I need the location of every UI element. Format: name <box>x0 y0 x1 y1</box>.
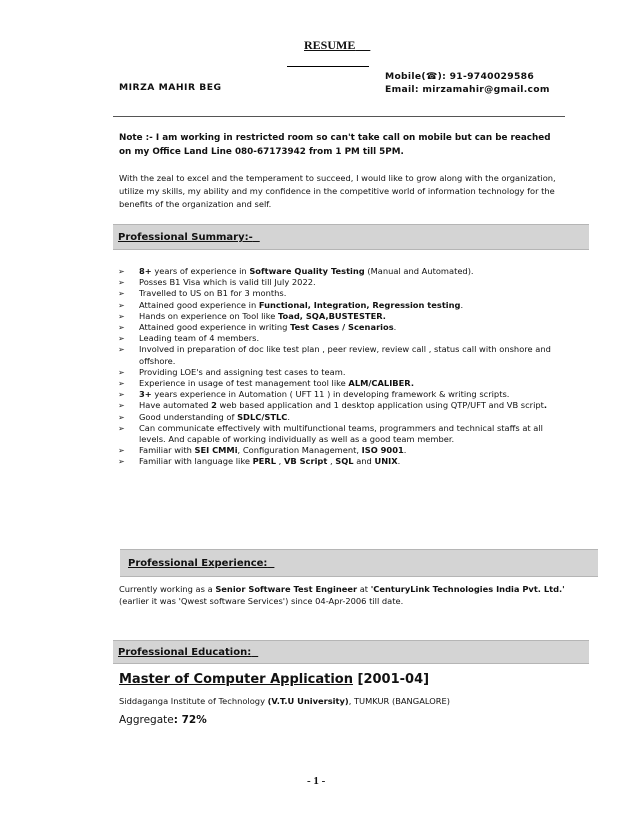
summary-emphasis: Toad, SQA,BUSTESTER. <box>278 310 386 321</box>
contact-block <box>385 70 550 96</box>
summary-item <box>115 412 570 423</box>
bullet-arrow-icon: ➢ <box>118 334 125 344</box>
summary-text: Good understanding of <box>139 411 238 422</box>
summary-text: web based application and 1 desktop application using QTP/UFT and VB script <box>216 400 544 411</box>
candidate-name: MIRZA MAHIR BEG <box>119 82 222 93</box>
summary-text: (Manual and Automated). <box>364 266 474 276</box>
bullet-arrow-icon: ➢ <box>118 446 125 456</box>
summary-emphasis: SDLC/STLC <box>237 411 288 422</box>
bullet-arrow-icon: ➢ <box>118 311 125 321</box>
summary-emphasis: Software Quality Testing <box>249 266 365 276</box>
summary-item <box>115 288 570 299</box>
summary-item <box>115 344 570 366</box>
page-number: - 1 - <box>307 775 326 787</box>
summary-item <box>115 277 570 288</box>
summary-text: . <box>393 322 397 333</box>
summary-text: , Configuration Management, <box>237 445 362 456</box>
summary-text: years experience in Automation ( UFT 11 ) in developing framework & writing scripts. <box>151 389 510 400</box>
experience-section-header <box>120 549 598 577</box>
bullet-arrow-icon: ➢ <box>118 300 125 310</box>
bullet-arrow-icon: ➢ <box>118 457 125 467</box>
summary-text: Posses B1 Visa which is valid till July 2022. <box>139 277 316 288</box>
aggregate-line: Aggregate: 72% <box>119 714 207 726</box>
experience-heading: Professional Experience: <box>128 558 268 569</box>
summary-emphasis: 2 <box>211 400 217 411</box>
education-section-header <box>113 640 589 664</box>
experience-summary: Currently working as a Senior Software Test Engineer at 'CenturyLink Technologies India Pvt. Ltd.' (earlier it was 'Qwest software Services') since 04-Apr-2006 till date. <box>119 584 565 606</box>
summary-item <box>115 311 570 322</box>
summary-item <box>115 266 570 277</box>
summary-item <box>115 322 570 333</box>
summary-emphasis: Functional, Integration, Regression testing <box>258 299 461 310</box>
summary-emphasis: ALM/CALIBER. <box>348 378 414 389</box>
summary-item <box>115 300 570 311</box>
summary-item <box>115 423 570 445</box>
email-line: Email: mirzamahir@gmail.com <box>385 84 550 95</box>
summary-text: Travelled to US on B1 for 3 months. <box>139 288 287 299</box>
summary-item <box>115 400 570 411</box>
summary-item <box>115 456 570 467</box>
summary-text: years of experience in <box>151 266 250 276</box>
degree-line <box>119 672 429 687</box>
summary-text: Have automated <box>139 400 212 411</box>
university: (V.T.U University) <box>267 696 349 706</box>
summary-text: and <box>353 456 375 467</box>
summary-emphasis: 8+ <box>139 266 152 276</box>
summary-section-header <box>113 224 589 250</box>
bullet-arrow-icon: ➢ <box>118 423 125 433</box>
summary-text: Providing LOE's and assigning test cases to team. <box>139 366 346 377</box>
summary-item <box>115 333 570 344</box>
summary-item <box>115 445 570 456</box>
summary-text: Hands on experience on Tool like <box>139 310 278 321</box>
bullet-arrow-icon: ➢ <box>118 267 125 276</box>
summary-item <box>115 367 570 378</box>
summary-emphasis: ISO 9001 <box>361 445 404 456</box>
summary-text: Involved in preparation of doc like test plan , peer review, review call , status call with onshore and offshore. <box>139 344 551 366</box>
summary-emphasis: Test Cases / Scenarios <box>290 322 394 333</box>
summary-emphasis: UNIX <box>374 456 398 467</box>
header-rule <box>113 116 565 117</box>
summary-text: Familiar with language like <box>139 456 253 467</box>
bullet-arrow-icon: ➢ <box>118 379 125 389</box>
bullet-arrow-icon: ➢ <box>118 323 125 333</box>
bullet-arrow-icon: ➢ <box>118 345 125 355</box>
bullet-arrow-icon: ➢ <box>118 278 125 288</box>
summary-text: . <box>460 299 464 310</box>
job-title: Senior Software Test Engineer <box>215 584 358 594</box>
summary-emphasis: . <box>543 400 548 411</box>
summary-list <box>115 266 570 468</box>
summary-text: . <box>287 411 290 422</box>
employer: 'CenturyLink Technologies India Pvt. Ltd.' <box>370 584 565 594</box>
title-divider <box>287 66 369 67</box>
degree-years: [2001-04] <box>353 672 430 687</box>
bullet-arrow-icon: ➢ <box>118 367 125 377</box>
degree-name: Master of Computer Application <box>119 672 353 687</box>
summary-item <box>115 389 570 400</box>
summary-text: . <box>403 445 407 456</box>
aggregate-value: : 72% <box>173 714 207 726</box>
summary-emphasis: SQL <box>335 456 354 467</box>
summary-heading: Professional Summary:- <box>118 232 253 243</box>
summary-text: Leading team of 4 members. <box>139 333 260 344</box>
summary-emphasis: PERL <box>252 456 277 467</box>
education-heading: Professional Education: <box>118 647 252 658</box>
summary-text: Attained good experience in <box>139 299 259 310</box>
bullet-arrow-icon: ➢ <box>118 401 125 411</box>
summary-text: Experience in usage of test management tool like <box>139 378 349 389</box>
contact-note: Note :- I am working in restricted room so can't take call on mobile but can be reached on my Office Land Line 080-67173942 from 1 PM till 5PM. <box>119 133 551 157</box>
mobile-line: Mobile(☎): 91-9740029586 <box>385 71 535 82</box>
bullet-arrow-icon: ➢ <box>118 289 125 299</box>
institution-line: Siddaganga Institute of Technology (V.T.U University), TUMKUR (BANGALORE) <box>119 696 450 706</box>
summary-text: . <box>397 456 401 467</box>
summary-item <box>115 378 570 389</box>
summary-emphasis: 3+ <box>139 389 152 400</box>
bullet-arrow-icon: ➢ <box>118 390 125 400</box>
summary-emphasis: SEI CMMi <box>194 445 238 456</box>
phone-icon: ☎ <box>425 71 438 82</box>
bullet-arrow-icon: ➢ <box>118 412 125 422</box>
summary-emphasis: VB Script <box>283 456 328 467</box>
summary-text: Can communicate effectively with multifunctional teams, programmers and technical staffs at all levels. And capable of working individually as well as a good team member. <box>139 422 543 445</box>
summary-text: , <box>327 456 336 467</box>
resume-title: RESUME <box>304 38 356 52</box>
summary-text: Familiar with <box>139 445 195 456</box>
summary-text: , <box>276 456 284 467</box>
summary-text: Attained good experience in writing <box>139 322 291 333</box>
career-objective: With the zeal to excel and the temperament to succeed, I would like to grow along with the organization, utilize my skills, my ability and my confidence in the competitive world of information technology for the benefits of the organization and self. <box>119 173 556 209</box>
